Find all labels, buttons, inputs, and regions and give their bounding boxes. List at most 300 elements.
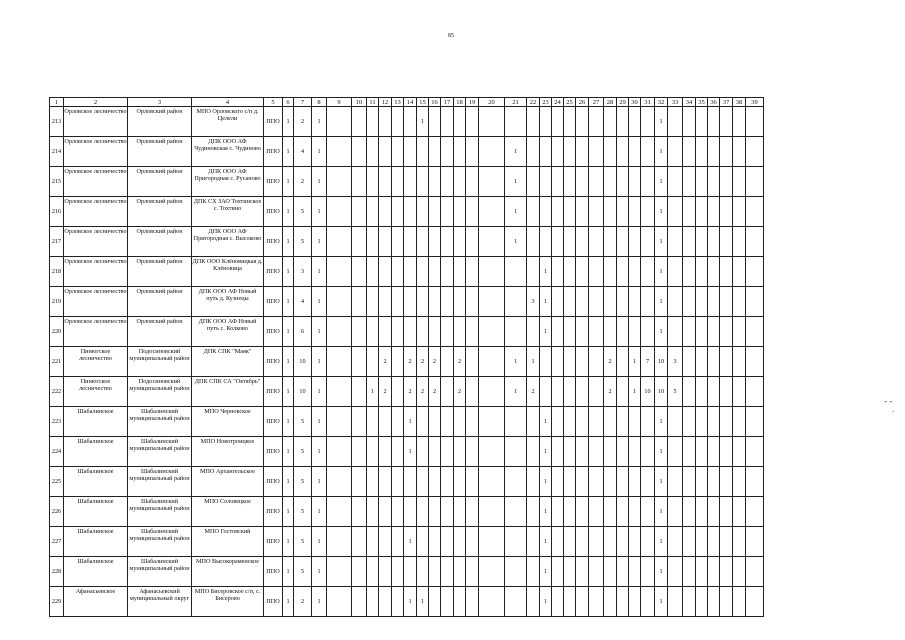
table-cell — [617, 377, 629, 407]
table-cell: 3 — [668, 347, 683, 377]
table-cell — [417, 197, 429, 227]
table-cell — [352, 557, 367, 587]
table-cell: 2 — [417, 347, 429, 377]
table-cell — [564, 557, 576, 587]
table-cell — [479, 137, 505, 167]
table-cell — [746, 557, 764, 587]
table-cell — [746, 287, 764, 317]
table-cell: ДПК СПК СА "Октябрь" — [192, 377, 264, 407]
table-cell — [668, 467, 683, 497]
table-cell — [392, 467, 404, 497]
table-cell: 1 — [312, 107, 327, 137]
table-cell: 216 — [50, 197, 64, 227]
table-cell — [629, 467, 641, 497]
table-cell: 2 — [454, 347, 466, 377]
table-cell — [379, 167, 392, 197]
table-cell: 1 — [655, 137, 668, 167]
table-cell — [327, 497, 352, 527]
table-cell: 1 — [312, 407, 327, 437]
table-cell — [454, 497, 466, 527]
table-cell: 1 — [404, 407, 417, 437]
table-cell: Шабалинское — [64, 497, 128, 527]
table-cell — [392, 407, 404, 437]
header-cell: 4 — [192, 98, 264, 107]
table-cell — [589, 167, 604, 197]
header-cell: 35 — [696, 98, 708, 107]
header-cell: 28 — [604, 98, 617, 107]
table-cell: Орловский район — [128, 227, 192, 257]
table-cell — [404, 287, 417, 317]
table-row — [50, 587, 764, 617]
table-cell — [576, 287, 589, 317]
table-cell — [417, 407, 429, 437]
table-cell — [696, 137, 708, 167]
table-cell — [352, 407, 367, 437]
table-cell: ППО — [264, 407, 283, 437]
table-cell — [576, 167, 589, 197]
table-cell — [720, 407, 733, 437]
table-cell: 6 — [294, 317, 312, 347]
table-row — [50, 527, 764, 557]
table-cell — [564, 527, 576, 557]
table-cell — [617, 527, 629, 557]
table-cell — [505, 317, 527, 347]
header-cell: 25 — [564, 98, 576, 107]
table-cell — [479, 467, 505, 497]
table-cell: 1 — [655, 167, 668, 197]
table-cell: 5 — [294, 467, 312, 497]
header-row — [50, 98, 764, 107]
table-cell: 1 — [629, 377, 641, 407]
table-cell — [527, 107, 540, 137]
table-cell — [552, 137, 564, 167]
table-cell: 221 — [50, 347, 64, 377]
table-cell: 1 — [404, 437, 417, 467]
table-cell: 223 — [50, 407, 64, 437]
table-cell — [733, 227, 746, 257]
table-cell — [720, 287, 733, 317]
table-cell: 1 — [283, 107, 294, 137]
table-cell — [454, 107, 466, 137]
table-cell — [746, 167, 764, 197]
table-cell — [352, 437, 367, 467]
table-cell — [466, 497, 479, 527]
table-cell: 1 — [312, 527, 327, 557]
table-cell — [589, 407, 604, 437]
table-cell — [367, 467, 379, 497]
table-cell — [454, 197, 466, 227]
table-cell — [441, 137, 454, 167]
table-cell — [441, 257, 454, 287]
table-cell: 213 — [50, 107, 64, 137]
table-cell — [733, 137, 746, 167]
table-cell — [479, 407, 505, 437]
table-row — [50, 137, 764, 167]
table-cell — [641, 587, 655, 617]
header-cell: 11 — [367, 98, 379, 107]
table-cell — [429, 197, 441, 227]
table-cell — [641, 227, 655, 257]
table-cell: 10 — [294, 377, 312, 407]
table-cell: 2 — [527, 377, 540, 407]
table-cell — [540, 167, 552, 197]
table-cell — [367, 287, 379, 317]
table-cell: 1 — [655, 287, 668, 317]
table-cell — [429, 137, 441, 167]
table-cell — [629, 437, 641, 467]
table-cell — [733, 317, 746, 347]
table-cell — [441, 287, 454, 317]
table-cell: ППО — [264, 197, 283, 227]
table-cell: 1 — [505, 347, 527, 377]
table-cell — [617, 197, 629, 227]
table-cell — [404, 137, 417, 167]
table-cell: 1 — [655, 467, 668, 497]
table-cell — [479, 527, 505, 557]
table-cell: 2 — [429, 377, 441, 407]
table-cell — [683, 437, 696, 467]
table-cell — [392, 317, 404, 347]
table-cell: 1 — [312, 467, 327, 497]
table-cell — [564, 257, 576, 287]
table-cell — [466, 527, 479, 557]
table-cell — [352, 587, 367, 617]
table-cell — [429, 317, 441, 347]
table-cell — [392, 107, 404, 137]
table-cell — [641, 197, 655, 227]
table-cell — [604, 527, 617, 557]
table-cell — [746, 377, 764, 407]
table-cell: Шабалинское — [64, 437, 128, 467]
table-cell: 1 — [283, 377, 294, 407]
table-cell: 1 — [505, 167, 527, 197]
table-cell — [466, 107, 479, 137]
table-row — [50, 257, 764, 287]
table-cell: 1 — [283, 137, 294, 167]
table-cell — [367, 437, 379, 467]
table-cell: 224 — [50, 437, 64, 467]
table-cell: 1 — [655, 317, 668, 347]
table-cell — [429, 257, 441, 287]
table-cell — [466, 167, 479, 197]
table-cell — [576, 407, 589, 437]
table-cell — [564, 287, 576, 317]
table-cell — [352, 347, 367, 377]
table-cell — [746, 467, 764, 497]
table-cell — [604, 467, 617, 497]
table-cell — [589, 347, 604, 377]
table-cell — [379, 587, 392, 617]
header-cell: 5 — [264, 98, 283, 107]
table-cell: 1 — [417, 587, 429, 617]
table-cell — [576, 497, 589, 527]
table-cell — [617, 317, 629, 347]
table-cell — [379, 467, 392, 497]
table-cell — [417, 437, 429, 467]
table-cell — [668, 167, 683, 197]
table-cell: 5 — [294, 197, 312, 227]
table-cell — [552, 437, 564, 467]
header-cell: 7 — [294, 98, 312, 107]
table-cell: 10 — [641, 377, 655, 407]
table-cell: 1 — [527, 347, 540, 377]
table-row — [50, 227, 764, 257]
table-cell — [540, 377, 552, 407]
table-cell — [746, 437, 764, 467]
table-cell: 1 — [283, 317, 294, 347]
table-cell — [454, 587, 466, 617]
table-cell — [746, 587, 764, 617]
table-cell — [367, 317, 379, 347]
table-cell — [629, 227, 641, 257]
table-cell: ДПК ООО АФ Пригородная с. Русаново — [192, 167, 264, 197]
table-cell — [576, 377, 589, 407]
table-cell — [576, 557, 589, 587]
table-cell: 2 — [604, 377, 617, 407]
table-cell — [696, 467, 708, 497]
table-cell — [367, 347, 379, 377]
table-cell — [552, 317, 564, 347]
table-cell — [733, 587, 746, 617]
register-table — [49, 97, 764, 617]
table-cell — [379, 527, 392, 557]
table-cell — [641, 407, 655, 437]
table-cell — [746, 107, 764, 137]
header-cell: 39 — [746, 98, 764, 107]
table-cell: Орловское лесничество — [64, 167, 128, 197]
table-cell — [466, 467, 479, 497]
table-cell: 1 — [283, 437, 294, 467]
table-cell: Шабалинский муниципальный район — [128, 497, 192, 527]
table-cell — [668, 227, 683, 257]
table-cell: Шабалинский муниципальный район — [128, 467, 192, 497]
table-cell — [564, 467, 576, 497]
header-cell: 24 — [552, 98, 564, 107]
table-cell: 1 — [312, 227, 327, 257]
table-cell — [527, 497, 540, 527]
table-cell — [352, 197, 367, 227]
table-cell — [454, 167, 466, 197]
table-cell — [576, 347, 589, 377]
table-cell: Орловское лесничество — [64, 107, 128, 137]
table-cell: 1 — [283, 497, 294, 527]
header-cell: 1 — [50, 98, 64, 107]
table-cell — [708, 347, 720, 377]
table-cell: Подосиновский муниципальный район — [128, 377, 192, 407]
table-cell: Шабалинское — [64, 407, 128, 437]
table-cell: 220 — [50, 317, 64, 347]
table-cell — [404, 227, 417, 257]
table-cell — [696, 347, 708, 377]
table-cell — [552, 197, 564, 227]
table-cell — [540, 227, 552, 257]
table-cell: 1 — [312, 317, 327, 347]
table-cell: 1 — [312, 287, 327, 317]
table-cell: ППО — [264, 167, 283, 197]
table-cell — [352, 377, 367, 407]
table-cell — [527, 557, 540, 587]
table-cell — [641, 167, 655, 197]
table-cell — [367, 257, 379, 287]
table-cell: Шабалинское — [64, 557, 128, 587]
table-cell — [327, 227, 352, 257]
table-cell — [441, 377, 454, 407]
table-cell — [527, 137, 540, 167]
table-cell — [708, 407, 720, 437]
table-cell — [629, 197, 641, 227]
table-cell — [733, 287, 746, 317]
table-cell — [683, 257, 696, 287]
table-cell — [629, 167, 641, 197]
table-cell: 1 — [283, 257, 294, 287]
table-cell — [392, 257, 404, 287]
table-cell — [641, 437, 655, 467]
table-cell: ППО — [264, 227, 283, 257]
table-cell: Орловское лесничество — [64, 197, 128, 227]
table-cell — [466, 197, 479, 227]
header-cell: 26 — [576, 98, 589, 107]
table-cell — [367, 227, 379, 257]
table-cell — [552, 557, 564, 587]
table-cell — [552, 407, 564, 437]
header-cell: 31 — [641, 98, 655, 107]
table-cell — [466, 227, 479, 257]
table-cell — [668, 137, 683, 167]
table-cell — [417, 497, 429, 527]
table-cell — [683, 227, 696, 257]
table-cell — [352, 137, 367, 167]
table-cell — [417, 317, 429, 347]
table-cell — [392, 347, 404, 377]
table-cell — [564, 107, 576, 137]
table-cell — [696, 527, 708, 557]
table-cell: 1 — [283, 197, 294, 227]
table-cell: МПО Соловецкое — [192, 497, 264, 527]
table-cell — [746, 257, 764, 287]
table-cell — [629, 587, 641, 617]
table-cell — [733, 167, 746, 197]
table-cell — [629, 317, 641, 347]
header-cell: 19 — [466, 98, 479, 107]
table-cell — [589, 107, 604, 137]
table-cell: ППО — [264, 497, 283, 527]
table-cell — [720, 587, 733, 617]
table-cell: 1 — [312, 587, 327, 617]
table-cell — [564, 317, 576, 347]
table-cell — [466, 257, 479, 287]
table-cell — [352, 527, 367, 557]
table-cell — [540, 197, 552, 227]
table-cell — [429, 227, 441, 257]
table-cell — [746, 317, 764, 347]
table-cell — [392, 137, 404, 167]
table-cell — [441, 497, 454, 527]
table-cell — [527, 317, 540, 347]
table-cell — [683, 557, 696, 587]
table-row — [50, 197, 764, 227]
table-cell — [327, 377, 352, 407]
table-cell — [683, 377, 696, 407]
table-cell: 5 — [668, 377, 683, 407]
table-cell — [352, 107, 367, 137]
table-cell: ППО — [264, 257, 283, 287]
table-cell — [466, 287, 479, 317]
table-cell — [629, 107, 641, 137]
header-cell: 29 — [617, 98, 629, 107]
table-cell: 217 — [50, 227, 64, 257]
table-cell: 1 — [655, 587, 668, 617]
table-cell — [617, 287, 629, 317]
table-cell — [746, 527, 764, 557]
table-cell: 1 — [417, 107, 429, 137]
table-cell — [629, 407, 641, 437]
table-cell — [668, 317, 683, 347]
table-cell — [404, 167, 417, 197]
table-cell — [466, 377, 479, 407]
table-cell — [454, 407, 466, 437]
table-cell — [392, 377, 404, 407]
table-cell — [505, 407, 527, 437]
table-cell — [466, 347, 479, 377]
table-cell — [392, 497, 404, 527]
table-cell — [327, 167, 352, 197]
table-cell — [641, 137, 655, 167]
table-cell — [327, 317, 352, 347]
table-cell — [668, 107, 683, 137]
table-cell: 1 — [540, 497, 552, 527]
table-cell — [479, 227, 505, 257]
table-cell — [629, 257, 641, 287]
table-cell: 1 — [655, 527, 668, 557]
table-cell: 2 — [379, 377, 392, 407]
table-cell: МПО Бисеровское с/п, с. Бисерово — [192, 587, 264, 617]
table-cell — [352, 467, 367, 497]
table-cell — [589, 137, 604, 167]
table-cell: ДПК ООО АФ Пригородная с. Высоково — [192, 227, 264, 257]
table-cell — [441, 467, 454, 497]
table-cell — [589, 467, 604, 497]
table-cell — [708, 137, 720, 167]
table-cell — [379, 287, 392, 317]
table-cell: Орловский район — [128, 197, 192, 227]
table-cell — [327, 347, 352, 377]
table-cell — [552, 257, 564, 287]
table-cell: Шабалинский муниципальный район — [128, 557, 192, 587]
table-cell — [505, 107, 527, 137]
table-cell — [720, 557, 733, 587]
table-cell: 1 — [312, 347, 327, 377]
table-cell — [629, 527, 641, 557]
table-cell — [720, 257, 733, 287]
header-cell: 6 — [283, 98, 294, 107]
table-cell — [441, 167, 454, 197]
table-cell — [576, 317, 589, 347]
table-cell: Орловское лесничество — [64, 287, 128, 317]
table-cell: Шабалинский муниципальный район — [128, 527, 192, 557]
table-cell: Шабалинский муниципальный район — [128, 407, 192, 437]
table-cell — [527, 587, 540, 617]
table-cell — [564, 587, 576, 617]
table-cell — [552, 167, 564, 197]
table-cell — [589, 317, 604, 347]
table-cell: 219 — [50, 287, 64, 317]
table-cell — [604, 167, 617, 197]
table-cell — [552, 377, 564, 407]
table-cell: 1 — [655, 497, 668, 527]
table-cell — [527, 527, 540, 557]
table-cell: 1 — [655, 437, 668, 467]
table-cell — [417, 287, 429, 317]
